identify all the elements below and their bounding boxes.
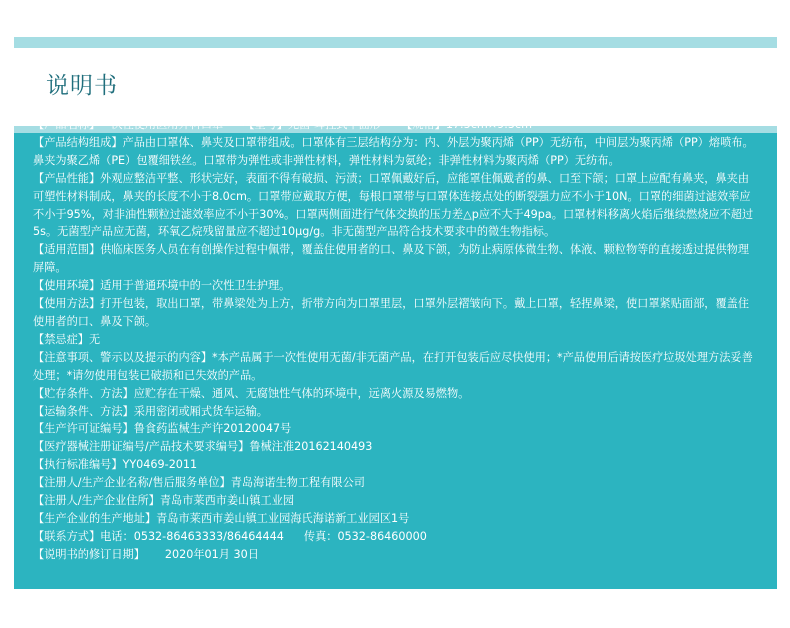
performance-label: 【产品性能】 bbox=[33, 171, 101, 185]
production-address-row bbox=[33, 510, 759, 528]
spec-row-name-model-size bbox=[33, 116, 759, 134]
production-address-label: 【生产企业的生产地址】 bbox=[33, 511, 157, 525]
revision-label: 【说明书的修订日期】 bbox=[33, 547, 145, 561]
usage-label: 【使用方法】 bbox=[33, 297, 101, 311]
environment-value: 适用于普通环境中的一次性卫生护理。 bbox=[100, 279, 291, 293]
registration-row bbox=[33, 438, 759, 456]
size-value: 17.5cm×9.5cm bbox=[445, 118, 532, 131]
transport-label: 【运输条件、方法】 bbox=[33, 404, 134, 418]
scope-value: 供临床医务人员在有创操作过程中佩带，覆盖住使用者的口、鼻及下颌，为防止病原体微生物、体液、颗粒物等的直接透过提供物理屏障。 bbox=[33, 243, 750, 275]
contraindication-label: 【禁忌症】 bbox=[33, 332, 89, 346]
storage-row bbox=[33, 385, 759, 403]
production-address-value: 青岛市莱西市姜山镇工业园海氏海诺新工业园区1号 bbox=[156, 511, 410, 525]
contraindication-value: 无 bbox=[88, 332, 101, 346]
contact-phone: 电话：0532-86463333/86464444 bbox=[100, 529, 284, 543]
production-license-label: 【生产许可证编号】 bbox=[33, 422, 134, 436]
registrant-name-value: 青岛海诺生物工程有限公司 bbox=[230, 476, 365, 490]
warnings-value: *本产品属于一次性使用无菌/非无菌产品，在打开包装后应尽快使用；*产品使用后请按医疗垃圾处理方法妥善处理；*请勿使用包装已破损和已失效的产品。 bbox=[33, 350, 753, 382]
performance-row bbox=[33, 170, 759, 242]
registration-label: 【医疗器械注册证编号/产品技术要求编号】 bbox=[33, 440, 250, 454]
contact-label: 【联系方式】 bbox=[33, 529, 101, 543]
usage-value: 打开包装，取出口罩，带鼻梁处为上方，折带方向为口罩里层，口罩外层褶皱向下。戴上口罩，轻捏鼻梁，使口罩紧贴面部，覆盖住使用者的口、鼻及下颌。 bbox=[33, 297, 750, 328]
warnings-label: 【注意事项、警示以及提示的内容】 bbox=[33, 350, 213, 364]
registrant-address-value: 青岛市莱西市姜山镇工业园 bbox=[159, 494, 295, 508]
production-license-value: 鲁食药监械生产许20120047号 bbox=[133, 422, 292, 436]
warnings-row bbox=[33, 349, 759, 385]
revision-value: 2020年01月 30日 bbox=[164, 547, 259, 561]
revision-row bbox=[33, 546, 759, 564]
transport-value: 采用密闭或厢式货车运输。 bbox=[133, 404, 268, 418]
storage-value: 应贮存在干燥、通风、无腐蚀性气体的环境中，远离火源及易燃物。 bbox=[133, 386, 470, 400]
product-name-label: 【产品名称】 bbox=[33, 118, 101, 131]
model-label: 【型号】 bbox=[243, 118, 288, 131]
header-card bbox=[14, 48, 777, 126]
scope-label: 【适用范围】 bbox=[33, 243, 101, 257]
page-title: 说明书 bbox=[46, 73, 118, 99]
environment-row bbox=[33, 277, 759, 295]
environment-label: 【使用环境】 bbox=[33, 279, 101, 293]
structure-row bbox=[33, 134, 759, 170]
usage-row bbox=[33, 295, 759, 331]
storage-label: 【贮存条件、方法】 bbox=[33, 386, 134, 400]
product-name-value: 一次性使用医用外科口罩 bbox=[100, 118, 224, 131]
standard-row bbox=[33, 456, 759, 474]
contact-fax: 传真：0532-86460000 bbox=[303, 529, 427, 543]
standard-label: 【执行标准编号】 bbox=[33, 458, 123, 472]
structure-label: 【产品结构组成】 bbox=[33, 135, 123, 149]
size-label: 【规格】 bbox=[401, 118, 446, 131]
registration-value: 鲁械注准20162140493 bbox=[249, 440, 373, 454]
scope-row bbox=[33, 241, 759, 277]
performance-value: 外观应整洁平整、形状完好，表面不得有破损、污渍；口罩佩戴好后，应能罩住佩戴者的鼻、口至下颌；口罩上应配有鼻夹，鼻夹由可塑性材料制成，鼻夹的长度不小于8.0cm。口罩带应戴取方便，每根口罩带与口罩体连接点处的断裂强力应不小于10N。口罩的细菌过滤效率应不小于95%，对非油性颗粒过滤效率应不小于30%。口罩两侧面进行气体交换的压力差△p应不大于49pa。口罩材料移离火焰后继续燃烧应不超过5s。无菌型产品应无菌，环氧乙烷残留量应不超过10μg/g。非无菌型产品符合技术要求中的微生物指标。 bbox=[33, 171, 754, 239]
standard-value: YY0469-2011 bbox=[122, 458, 198, 472]
registrant-name-row bbox=[33, 474, 759, 492]
contraindication-row bbox=[33, 331, 759, 349]
registrant-name-label: 【注册人/生产企业名称/售后服务单位】 bbox=[33, 476, 231, 490]
registrant-address-row bbox=[33, 492, 759, 510]
production-license-row bbox=[33, 420, 759, 438]
model-value: 无菌 耳挂式平面形 bbox=[287, 118, 382, 131]
instruction-body bbox=[33, 116, 759, 564]
transport-row bbox=[33, 403, 759, 421]
registrant-address-label: 【注册人/生产企业住所】 bbox=[33, 494, 160, 508]
structure-value: 产品由口罩体、鼻夹及口罩带组成。口罩体有三层结构分为：内、外层为聚丙烯（PP）无纺布，中间层为聚丙烯（PP）熔喷布。鼻夹为聚乙烯（PE）包覆细铁丝。口罩带为弹性或非弹性材料，弹性材料为氨纶；非弹性材料为聚丙烯（PP）无纺布。 bbox=[33, 135, 754, 167]
contact-row bbox=[33, 528, 759, 546]
